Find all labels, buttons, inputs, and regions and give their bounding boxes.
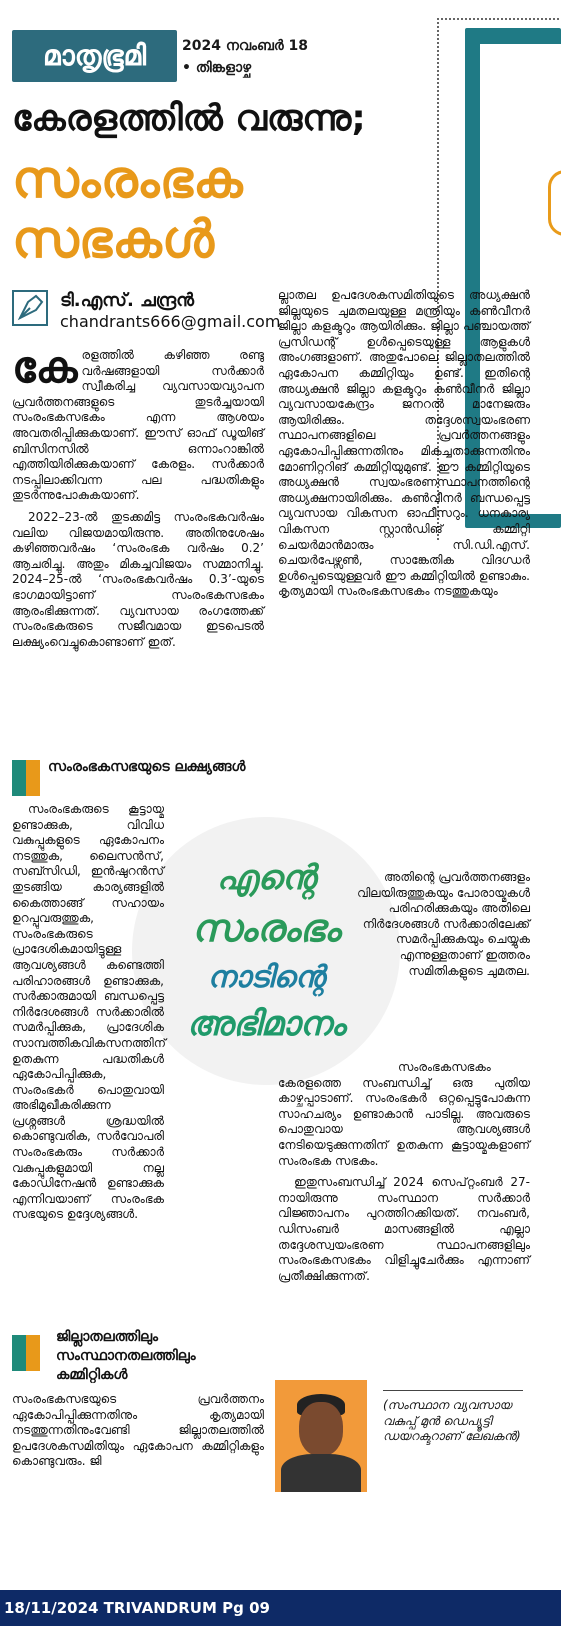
paragraph-1 bbox=[12, 342, 264, 504]
author-caption: (സംസ്ഥാന വ്യവസായ വകുപ്പ് മുൻ ഡെപ്യൂട്ടി ഡയറക്ടറാണ് ലേഖകൻ) bbox=[383, 1398, 521, 1444]
paragraph-1-text: രളത്തിൽ കഴിഞ്ഞ രണ്ടു വർഷങ്ങളായി സർക്കാർ സ്വീകരിച്ച വ്യവസായവ്യാപന പ്രവർത്തനങ്ങളുടെ തുടർച്ചയായി സംരംഭകസഭകം എന്ന ആശയം അവതരിപ്പിക്കുകയാണ്. ഈസ് ഓഫ് ഡൂയിങ് ബിസിനസിൽ ഒന്നാംറാങ്കിൽ എത്തിയിരിക്കുകയാണ് കേരളം. സർക്കാർ നടപ്പിലാക്കിവന്ന പല പദ്ധതികളും തുടർന്നുപോകുകയാണ്. bbox=[12, 348, 264, 503]
column-1-intro bbox=[12, 342, 264, 656]
logo-line-2: സംരംഭം bbox=[191, 906, 341, 950]
issue-date: 2024 നവംബർ 18 bbox=[182, 38, 308, 54]
paragraph-duties: അതിന്റെ പ്രവർത്തനങ്ങളം വിലയിരുത്തുകയും പോരായ്മകൾ പരിഹരിക്കുകയും അതിലെ നിർദേശങ്ങൾ സർക്കാരിലേക്ക് സമർപ്പിക്കുകയും ചെയ്യുക എന്നുള്ളതാണ് ഇത്തരം സമിതികളുടെ ചുമതല. bbox=[357, 870, 530, 978]
paragraph-2: 2022–23-ൽ തുടക്കമിട്ട സംരംഭകവർഷം വലിയ വിജയമായിരുന്നു. അതിനുശേഷം കഴിഞ്ഞവർഷം ‘സംരംഭക വർഷം 0.2’ ആചരിച്ചു. അതും മികച്ചവിജയം സമ്മാനിച്ചു. 2024–25-ൽ ‘സംരംഭകവർഷം 0.3’-യുടെ ഭാഗമായിട്ടാണ് സംരംഭകസഭകം ആരംഭിക്കുന്നത്. വ്യവസായ രംഗത്തേക്ക് സംരംഭകരുടെ സജീവമായ ഇടപെടൽ ലക്ഷ്യംവെച്ചുകൊണ്ടാണ് ഇത്. bbox=[12, 509, 264, 649]
column-2-top bbox=[278, 288, 530, 606]
logo-line-1: എന്റെ bbox=[216, 858, 316, 898]
logo-line-3: നാടിന്റെ bbox=[207, 960, 325, 995]
author-photo bbox=[275, 1380, 367, 1492]
author-email[interactable]: chandrants666@gmail.com bbox=[60, 312, 281, 331]
paragraph-notification: ഇതുസംബന്ധിച്ച് 2024 സെപ്റ്റംബർ 27-നായിരുന്നു സംസ്ഥാന സർക്കാർ വിജ്ഞാപനം പുറത്തിറക്കിയത്. നവംബർ, ഡിസംബർ മാസങ്ങളിൽ എല്ലാ തദ്ദേശസ്വയംഭരണ സ്ഥാപനങ്ങളിലും സംരംഭകസഭകം വിളിച്ചുചേർക്കും എന്നാണ് പ്രതീക്ഷിക്കുന്നത്. bbox=[278, 1175, 530, 1283]
headline-line-3: സഭകൾ bbox=[12, 210, 214, 270]
author-name: ടി.എസ്. ചന്ദ്രൻ bbox=[60, 290, 195, 311]
side-graphic-arc bbox=[548, 170, 561, 236]
pen-nib-icon bbox=[12, 290, 48, 326]
subheading-committees: ജില്ലാതലത്തിലും സംസ്ഥാനതലത്തിലും കമ്മിറ്റികൾ bbox=[56, 1329, 196, 1383]
paragraph-committees: സംരംഭകസഭയുടെ പ്രവർത്തനം ഏകോപിപ്പിക്കുന്നതിനും കൃത്യമായി നടത്തുന്നതിനുംവേണ്ടി ജില്ലാതലത്തിൽ ഉപദേശകസമിതിയും ഏകോപന കമ്മിറ്റികളും കൊണ്ടുവരും. ജി bbox=[12, 1392, 264, 1469]
issue-day: • തിങ്കളാഴ്ച bbox=[182, 60, 252, 76]
headline-line-2: സംരംഭക bbox=[12, 150, 243, 210]
column-2-wrap bbox=[330, 870, 530, 985]
drop-cap: കേ bbox=[12, 342, 78, 393]
column-1-committees bbox=[12, 1392, 264, 1476]
headline-line-1: കേരളത്തിൽ വരുന്നു; bbox=[12, 98, 366, 139]
subheading-objectives: സംരംഭകസഭയുടെ ലക്ഷ്യങ്ങൾ bbox=[48, 759, 246, 775]
paragraph-advisory: ല്ലാതല ഉപദേശകസമിതിയുടെ അധ്യക്ഷൻ ജില്ലയുടെ ചുമതലയുള്ള മന്ത്രിയും കൺവീനർ ജില്ലാ കളക്ടറും ആയിരിക്കും. ജില്ലാ പഞ്ചായത്ത് പ്രസിഡന്റ് ഉൾപ്പെടെയുള്ള ആളുകൾ അംഗങ്ങളാണ്. അതുപോലെ ജില്ലാതലത്തിൽ ഏകോപന കമ്മിറ്റിയും ഉണ്ട്. ഇതിന്റെ അധ്യക്ഷൻ ജില്ലാ കളക്ടറും കൺവീനർ ജില്ലാ വ്യവസായകേന്ദ്രം ജനറൽ മാനേജരും ആയിരിക്കും. തദ്ദേശസ്വയംഭരണ സ്ഥാപനങ്ങളിലെ പ്രവർത്തനങ്ങളും ഏകോപിപ്പിക്കുന്നതിനും മികച്ചതാക്കുന്നതിനും മോണിറ്ററിങ് കമ്മിറ്റിയുമുണ്ട്. ഈ കമ്മിറ്റിയുടെ അധ്യക്ഷൻ സ്വയംഭരണസ്ഥാപനത്തിന്റെ അധ്യക്ഷനായിരിക്കും. കൺവീനർ ബന്ധപ്പെട്ട വ്യവസായ വികസന ഓഫീസറും. ധനകാര്യ വികസന സ്റ്റാൻഡിങ് കമ്മിറ്റി ചെയർമാൻമാരും സി.ഡി.എസ്. ചെയർപേഴ്സൺ, സാങ്കേതിക വിദഗ്ധർ ഉൾപ്പെടെയുള്ളവർ ഈ കമ്മിറ്റിയിൽ ഉണ്ടാകും. കൃത്യമായി സംരംഭകസഭകം നടത്തുകയും bbox=[278, 288, 530, 599]
logo-line-4: അഭിമാനം bbox=[186, 1004, 346, 1044]
column-2-middle bbox=[278, 1060, 530, 1290]
subhead-marker-1 bbox=[12, 760, 40, 796]
page-footer: 18/11/2024 TRIVANDRUM Pg 09 bbox=[0, 1590, 561, 1626]
subhead-marker-2 bbox=[12, 1335, 40, 1371]
newspaper-logo: മാതൃഭൂമി bbox=[12, 30, 177, 82]
paragraph-vision: സംരംഭകസഭകം കേരളത്തെ സംബന്ധിച്ച് ഒരു പുതിയ കാഴ്ചപ്പാടാണ്. സംരംഭകർ ഒറ്റപ്പെട്ടുപോകുന്ന സാഹചര്യം ഉണ്ടാകാൻ പാടില്ല. അവരുടെ പൊതുവായ ആവശ്യങ്ങൾ നേടിയെടുക്കുന്നതിന് ഉതകുന്ന കൂട്ടായ്മകളാണ് സംരംഭക സഭകം. bbox=[278, 1060, 530, 1168]
caption-divider bbox=[383, 1390, 523, 1391]
paragraph-objectives: സംരംഭകരുടെ കൂട്ടായ്മ ഉണ്ടാക്കുക, വിവിധ വകുപ്പുകളുടെ ഏകോപനം നടത്തുക, ലൈസൻസ്, സബ്സിഡി, ഇൻഷുറൻസ് തുടങ്ങിയ കാര്യങ്ങളിൽ കൈത്താങ്ങ് സഹായം ഉറപ്പുവരുത്തുക, സംരംഭകരുടെ പ്രാദേശികമായിട്ടുള്ള ആവശ്യങ്ങൾ കണ്ടെത്തി പരിഹാരങ്ങൾ ഉണ്ടാക്കുക, സർക്കാരുമായി ബന്ധപ്പെട്ട നിർദേശങ്ങൾ സർക്കാരിൽ സമർപ്പിക്കുക, പ്രാദേശിക സാമ്പത്തികവികസനത്തിന് ഉതകുന്ന പദ്ധതികൾ ഏകോപിപ്പിക്കുക, സംരംഭകർ പൊതുവായി അഭിമുഖീകരിക്കുന്ന പ്രശ്നങ്ങൾ ശ്രദ്ധയിൽ കൊണ്ടുവരിക, സർവോപരി സംരംഭകരും സർക്കാർ വകുപ്പുകളുമായി നല്ല കോഡിനേഷൻ ഉണ്ടാക്കുക എന്നിവയാണ് സംരംഭക സഭയുടെ ഉദ്ദേശ്യങ്ങൾ. bbox=[12, 802, 166, 1222]
